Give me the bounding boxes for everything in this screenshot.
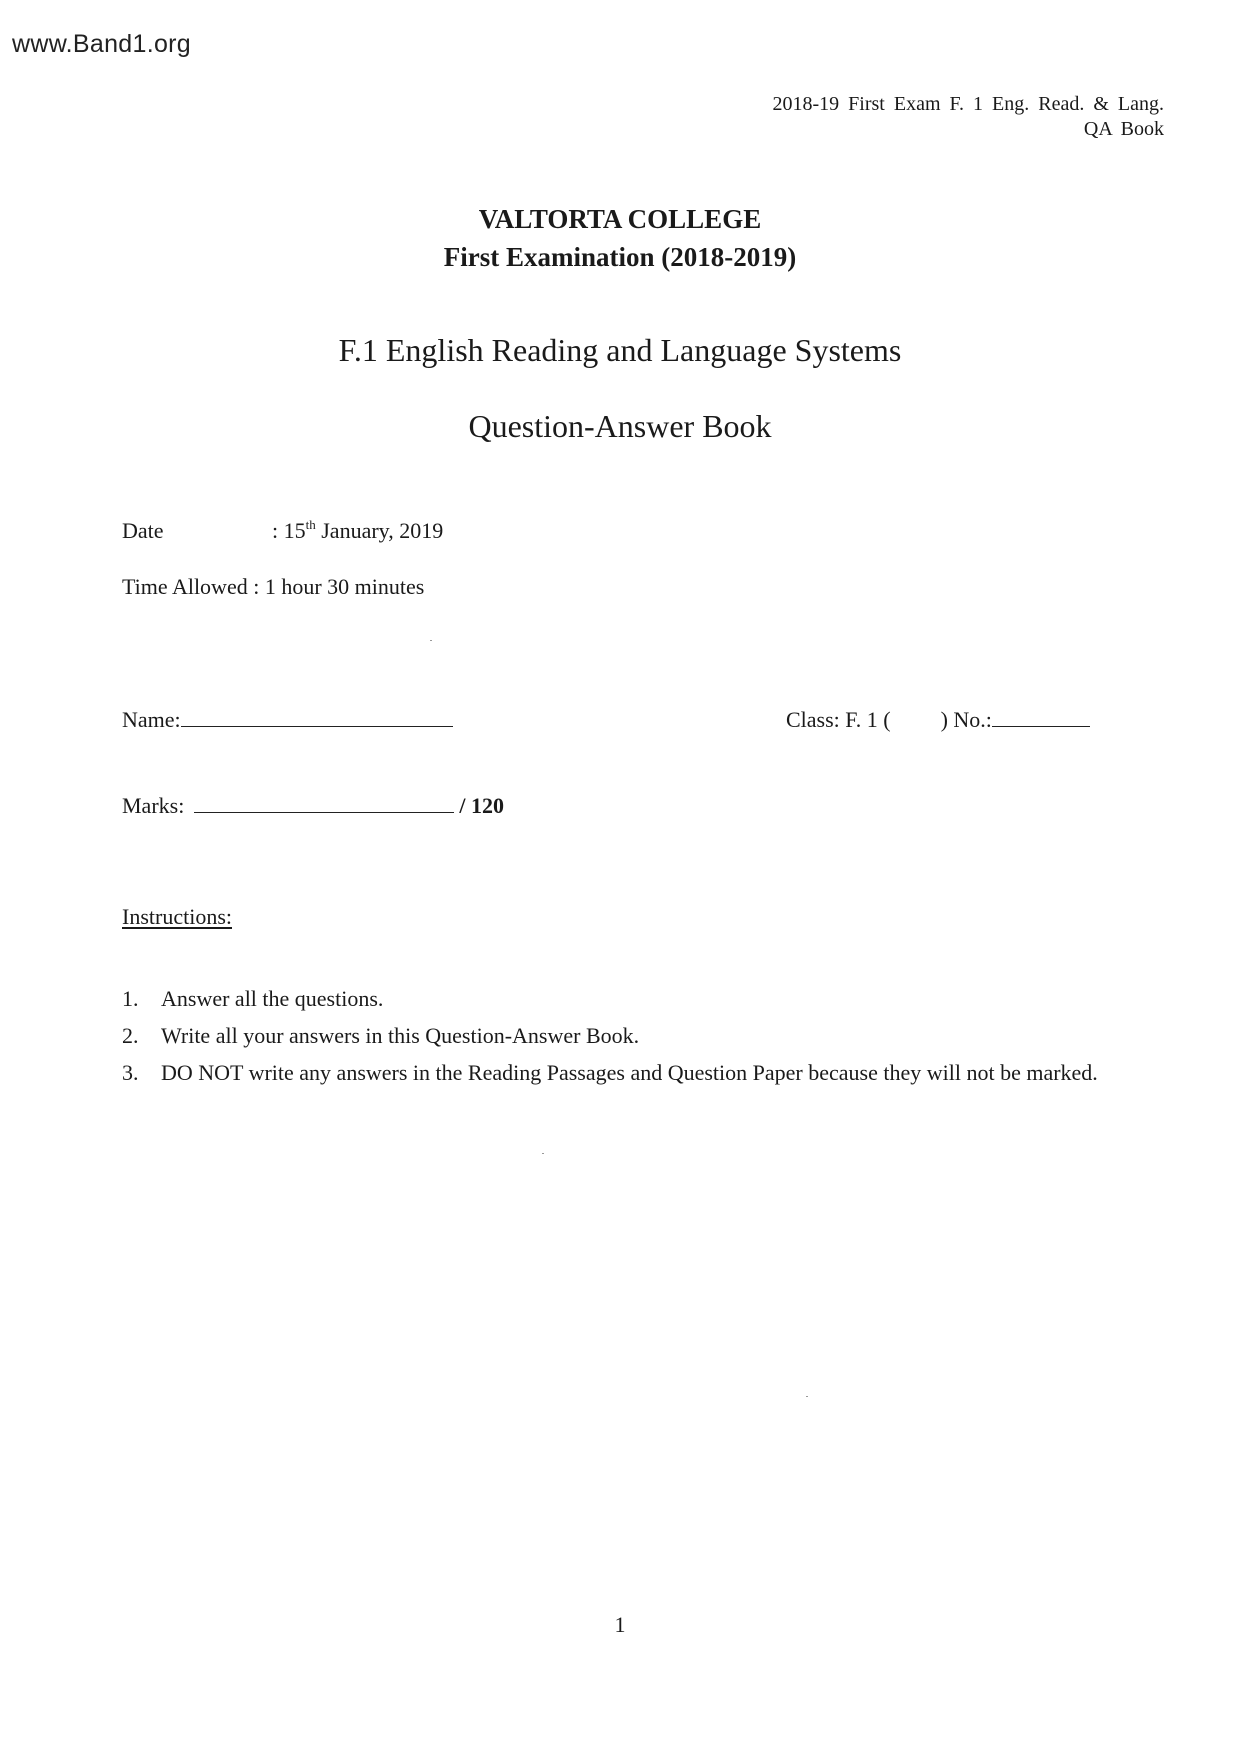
marks-blank-line[interactable] (194, 792, 454, 813)
date-value (272, 518, 443, 543)
instructions-list (122, 980, 1142, 1091)
date-row (122, 518, 443, 544)
name-blank-line[interactable] (181, 706, 453, 727)
date-month-year: January, 2019 (315, 518, 444, 543)
instruction-item (122, 1054, 1142, 1091)
instruction-text: Write all your answers in this Question-Answer Book. (161, 1023, 640, 1048)
school-name: VALTORTA COLLEGE (478, 204, 762, 234)
name-label: Name: (122, 707, 181, 732)
instruction-number: 2. (122, 1023, 139, 1048)
scan-speck (430, 640, 432, 641)
date-day: : 15 (272, 518, 306, 543)
book-title: Question-Answer Book (468, 408, 772, 444)
class-number-field (786, 706, 1090, 733)
marks-field (122, 792, 504, 819)
running-header-line-1: 2018-19 First Exam F. 1 Eng. Read. & Lang. (772, 93, 1164, 115)
marks-total: / 120 (459, 793, 504, 818)
name-field (122, 706, 453, 733)
instruction-text: DO NOT write any answers in the Reading Passages and Question Paper because they will not be marked. (161, 1060, 1098, 1085)
running-header-line-2: QA Book (1083, 118, 1164, 140)
scan-speck (542, 1153, 544, 1154)
running-header (773, 92, 1164, 142)
page-number: 1 (614, 1612, 626, 1637)
instruction-number: 3. (122, 1060, 139, 1085)
date-ordinal: th (305, 517, 316, 532)
number-label: ) No.: (940, 707, 992, 732)
instruction-number: 1. (122, 986, 139, 1011)
instruction-item (122, 980, 1142, 1017)
subject-title: F.1 English Reading and Language Systems (338, 332, 902, 368)
number-blank-line[interactable] (992, 706, 1090, 727)
instruction-text: Answer all the questions. (161, 986, 384, 1011)
scan-speck (806, 1396, 808, 1397)
instructions-heading: Instructions: (122, 904, 232, 929)
class-label: Class: F. 1 ( (786, 707, 891, 732)
time-allowed: Time Allowed : 1 hour 30 minutes (122, 574, 425, 599)
date-label: Date (122, 518, 164, 543)
exam-title: First Examination (2018-2019) (443, 242, 797, 272)
marks-label: Marks: (122, 793, 185, 818)
instruction-item (122, 1017, 1142, 1054)
watermark-text: www.Band1.org (12, 30, 191, 58)
